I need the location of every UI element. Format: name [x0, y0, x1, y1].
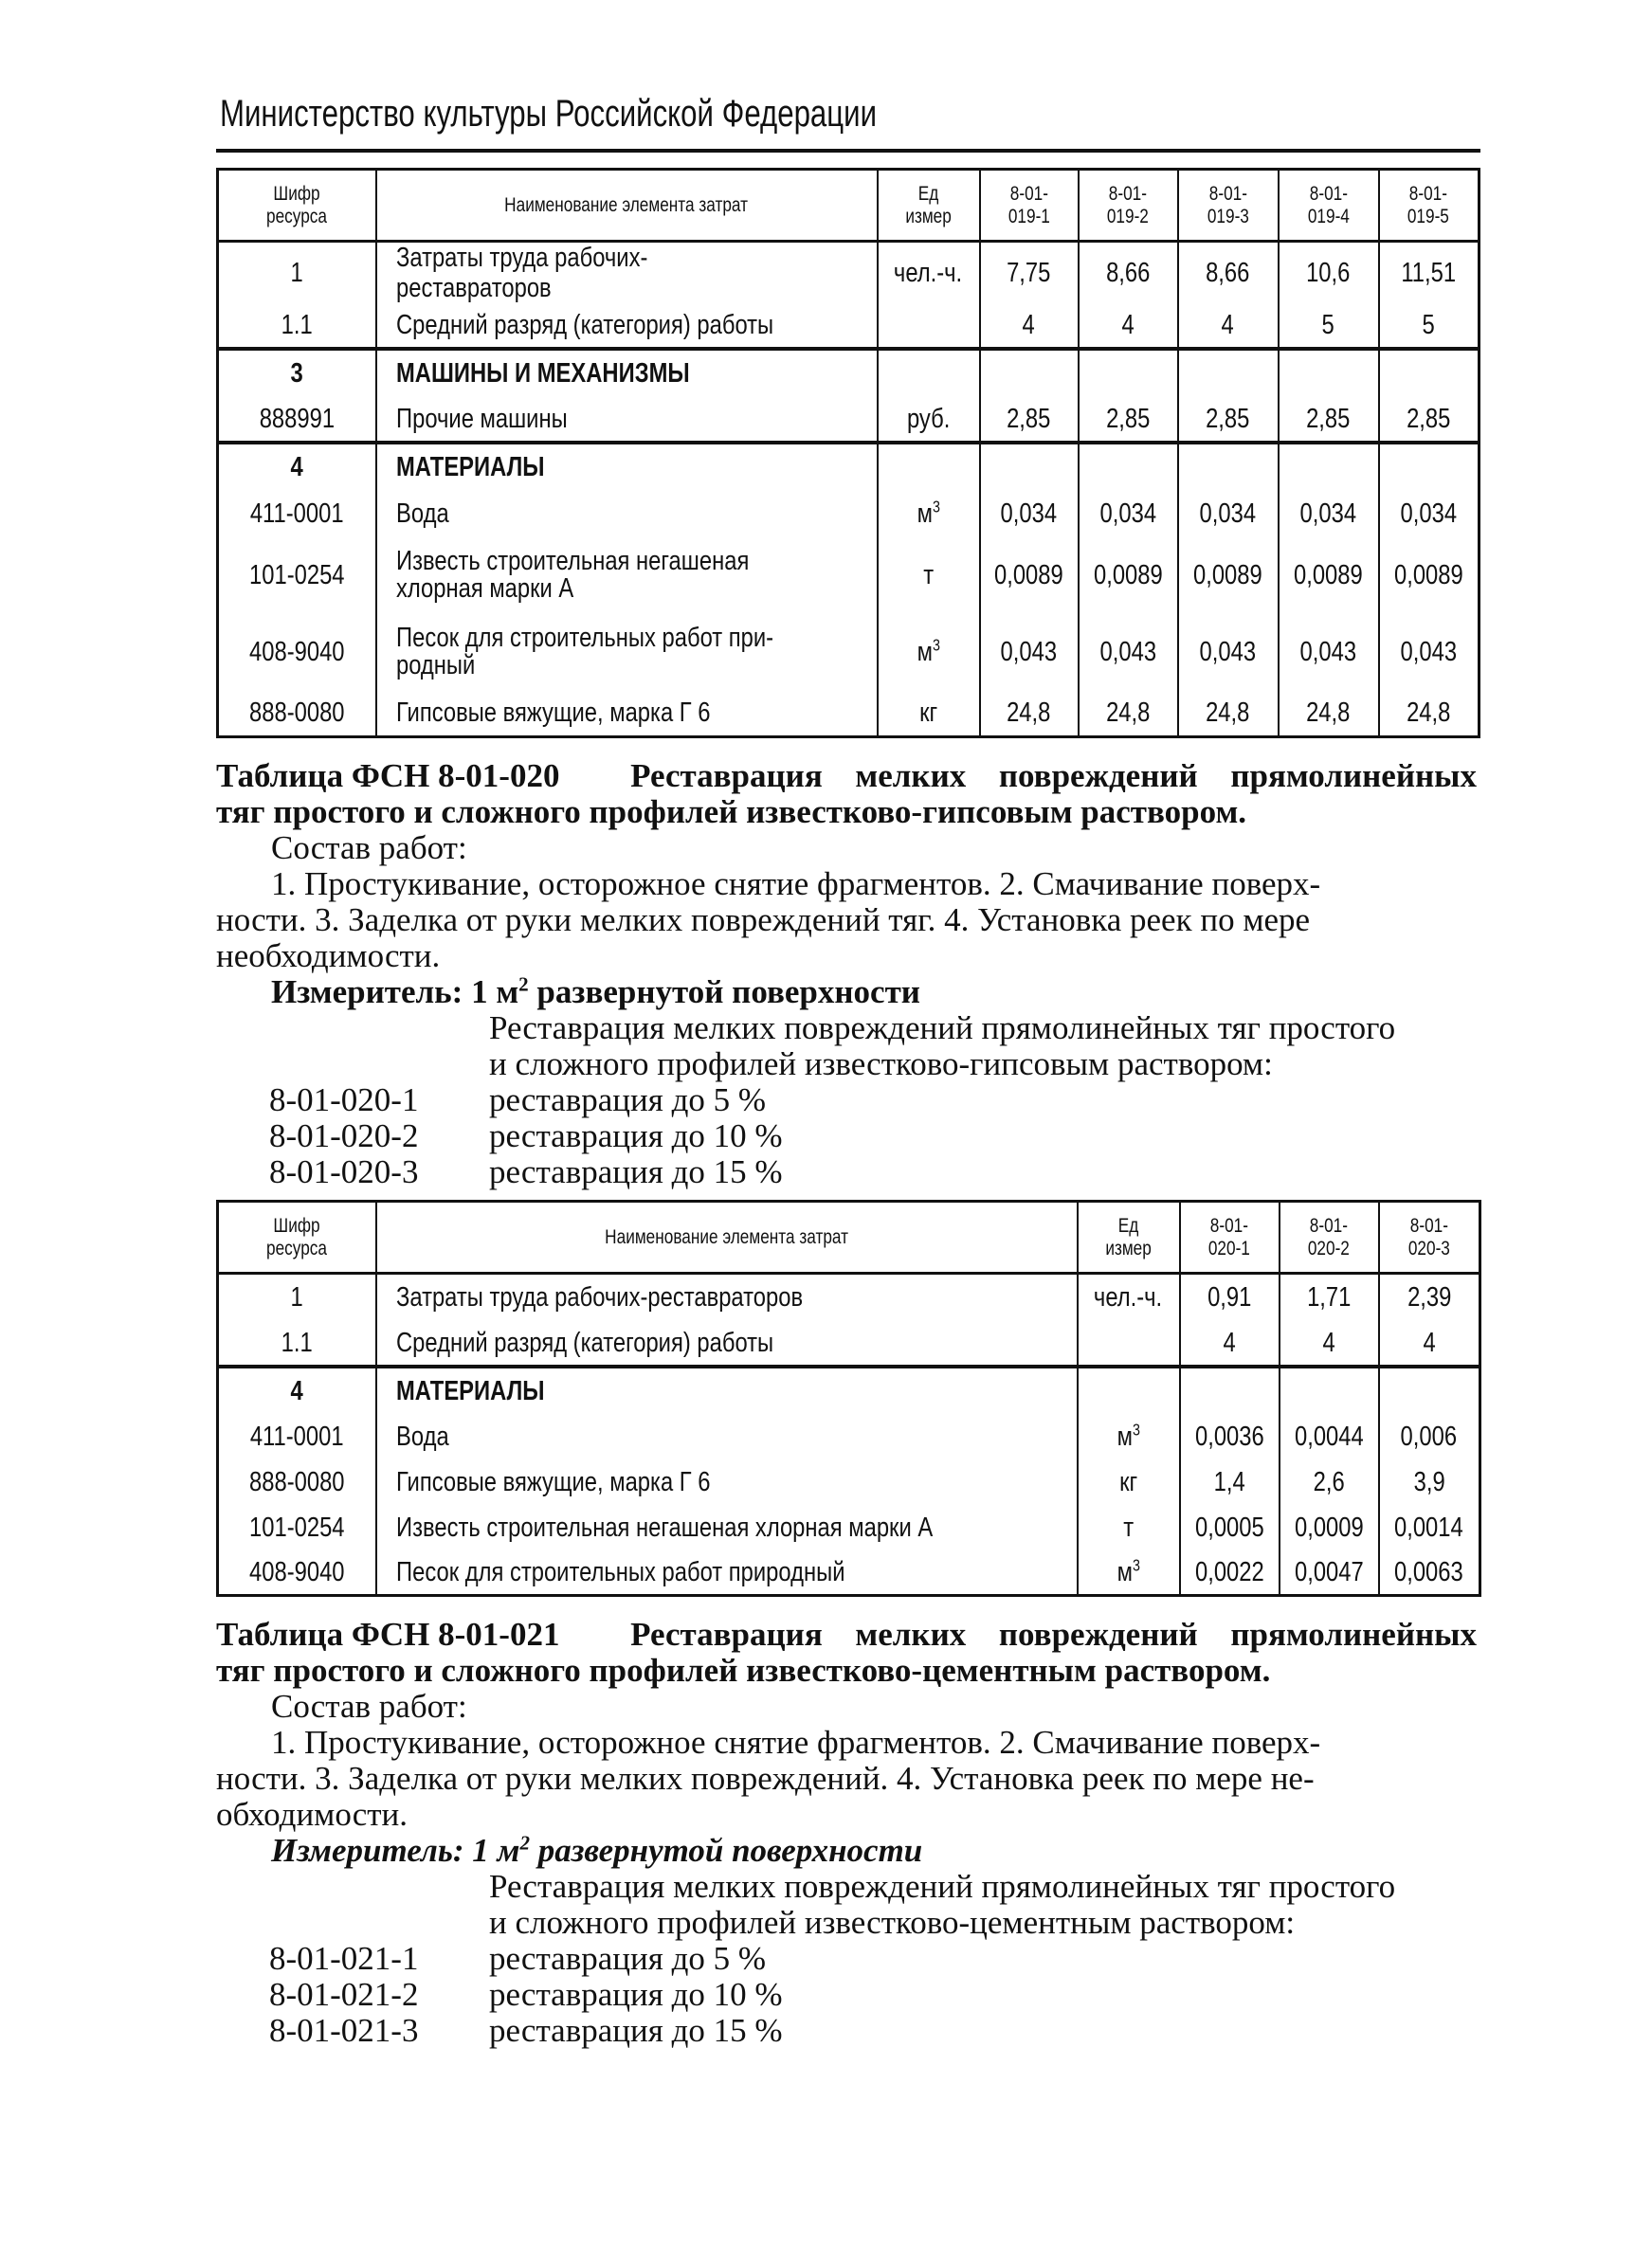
header-rule [216, 149, 1480, 153]
section-021-description-line2: и сложного профилей известково-цементным раствором: [489, 1904, 1296, 1941]
section-row-materials: 4 МАТЕРИАЛЫ [218, 443, 1480, 490]
section-021-title-line2: тяг простого и сложного профилей известково-цементным раствором. [216, 1652, 1271, 1689]
running-header: Министерство культуры Российской Федерации [220, 93, 878, 135]
section-021-composition-line3: обходимости. [216, 1796, 408, 1833]
col-header-8-01-019-1: 8-01- 019-1 [980, 170, 1079, 242]
section-021-composition-line2: ности. 3. Заделка от руки мелких повреждений. 4. Установка реек по мере не- [216, 1760, 1315, 1797]
table-row: 411-0001 Вода $м^3$ 0,0036 0,0044 0,006 [218, 1414, 1480, 1459]
section-021-title-line1: Таблица ФСН 8-01-021 Реставрация мелких повреждений прямолинейных [216, 1616, 1477, 1653]
section-020-measure: Измеритель: 1 $м^2$ развернутой поверхности [271, 972, 920, 1010]
col-header-name: Наименование элемента затрат [376, 170, 878, 242]
section-row-machines: 3 МАШИНЫ И МЕХАНИЗМЫ [218, 349, 1480, 396]
table-row: 1 Затраты труда рабочих-реставраторов чел.-ч. 0,91 1,71 2,39 [218, 1274, 1480, 1321]
col-header-8-01-019-5: 8-01- 019-5 [1379, 170, 1480, 242]
col-header-code: Шифр ресурса [218, 170, 376, 242]
table-row: 1 Затраты труда рабочих-реставраторов чел.-ч. 7,75 8,66 8,66 10,6 11,51 [218, 242, 1480, 304]
table-row: 101-0254 Известь строительная негашеная хлорная марки А т 0,0089 0,0089 0,0089 0,0089 0,0089 [218, 537, 1480, 613]
table-row: 408-9040 Песок для строительных работ при- родный $м^3$ 0,043 0,043 0,043 0,043 0,043 [218, 613, 1480, 691]
section-020-title-line1: Таблица ФСН 8-01-020 Реставрация мелких повреждений прямолинейных [216, 757, 1477, 794]
section-row-materials: 4 МАТЕРИАЛЫ [218, 1367, 1480, 1414]
table-row: 1.1 Средний разряд (категория) работы 4 4 4 5 5 [218, 303, 1480, 349]
table-row: 1.1 Средний разряд (категория) работы 4 4 4 [218, 1321, 1480, 1367]
col-header-8-01-019-2: 8-01- 019-2 [1079, 170, 1178, 242]
section-021-text [216, 1617, 1477, 2049]
col-header-unit: Ед измер [1078, 1202, 1180, 1274]
col-header-8-01-020-1: 8-01- 020-1 [1180, 1202, 1280, 1274]
table-row: 411-0001 Вода $м^3$ 0,034 0,034 0,034 0,034 0,034 [218, 490, 1480, 537]
section-021-item: 8-01-021-1 реставрация до 5 % [269, 1940, 767, 1977]
table-8-01-019 [216, 168, 1480, 738]
section-021-item: 8-01-021-2 реставрация до 10 % [269, 1976, 783, 2013]
section-021-item: 8-01-021-3 реставрация до 15 % [269, 2012, 783, 2049]
section-020-composition-line1: 1. Простукивание, осторожное снятие фрагментов. 2. Смачивание поверх- [271, 865, 1321, 902]
col-header-unit: Ед измер [878, 170, 980, 242]
section-020-item: 8-01-020-1 реставрация до 5 % [269, 1081, 767, 1118]
section-020-description-line1: Реставрация мелких повреждений прямолинейных тяг простого [489, 1009, 1396, 1046]
table-row: 888991 Прочие машины руб. 2,85 2,85 2,85 2,85 2,85 [218, 396, 1480, 443]
col-header-8-01-019-3: 8-01- 019-3 [1178, 170, 1279, 242]
section-021-composition-label: Состав работ: [271, 1688, 467, 1725]
col-header-code: Шифр ресурса [218, 1202, 376, 1274]
section-020-composition-line3: необходимости. [216, 937, 441, 974]
col-header-8-01-020-2: 8-01- 020-2 [1280, 1202, 1379, 1274]
table-row: 888-0080 Гипсовые вяжущие, марка Г 6 кг 24,8 24,8 24,8 24,8 24,8 [218, 691, 1480, 736]
table-8-01-020 [216, 1200, 1481, 1597]
section-020-item: 8-01-020-2 реставрация до 10 % [269, 1117, 783, 1154]
section-020-composition-label: Состав работ: [271, 829, 467, 866]
table-row: 408-9040 Песок для строительных работ природный $м^3$ 0,0022 0,0047 0,0063 [218, 1550, 1480, 1596]
table-row: 888-0080 Гипсовые вяжущие, марка Г 6 кг 1,4 2,6 3,9 [218, 1459, 1480, 1505]
section-020-item: 8-01-020-3 реставрация до 15 % [269, 1153, 783, 1190]
section-020-composition-line2: ности. 3. Заделка от руки мелких повреждений тяг. 4. Установка реек по мере [216, 901, 1311, 938]
col-header-name: Наименование элемента затрат [376, 1202, 1078, 1274]
col-header-8-01-020-3: 8-01- 020-3 [1379, 1202, 1480, 1274]
section-021-measure: Измеритель: 1 $м^2$ развернутой поверхности [271, 1831, 923, 1869]
section-020-text [216, 758, 1477, 1190]
col-header-8-01-019-4: 8-01- 019-4 [1279, 170, 1379, 242]
section-021-composition-line1: 1. Простукивание, осторожное снятие фрагментов. 2. Смачивание поверх- [271, 1724, 1321, 1761]
section-020-title-line2: тяг простого и сложного профилей известково-гипсовым раствором. [216, 793, 1247, 830]
section-021-description-line1: Реставрация мелких повреждений прямолинейных тяг простого [489, 1868, 1396, 1905]
section-020-description-line2: и сложного профилей известково-гипсовым раствором: [489, 1045, 1273, 1082]
table-row: 101-0254 Известь строительная негашеная хлорная марки А т 0,0005 0,0009 0,0014 [218, 1505, 1480, 1550]
